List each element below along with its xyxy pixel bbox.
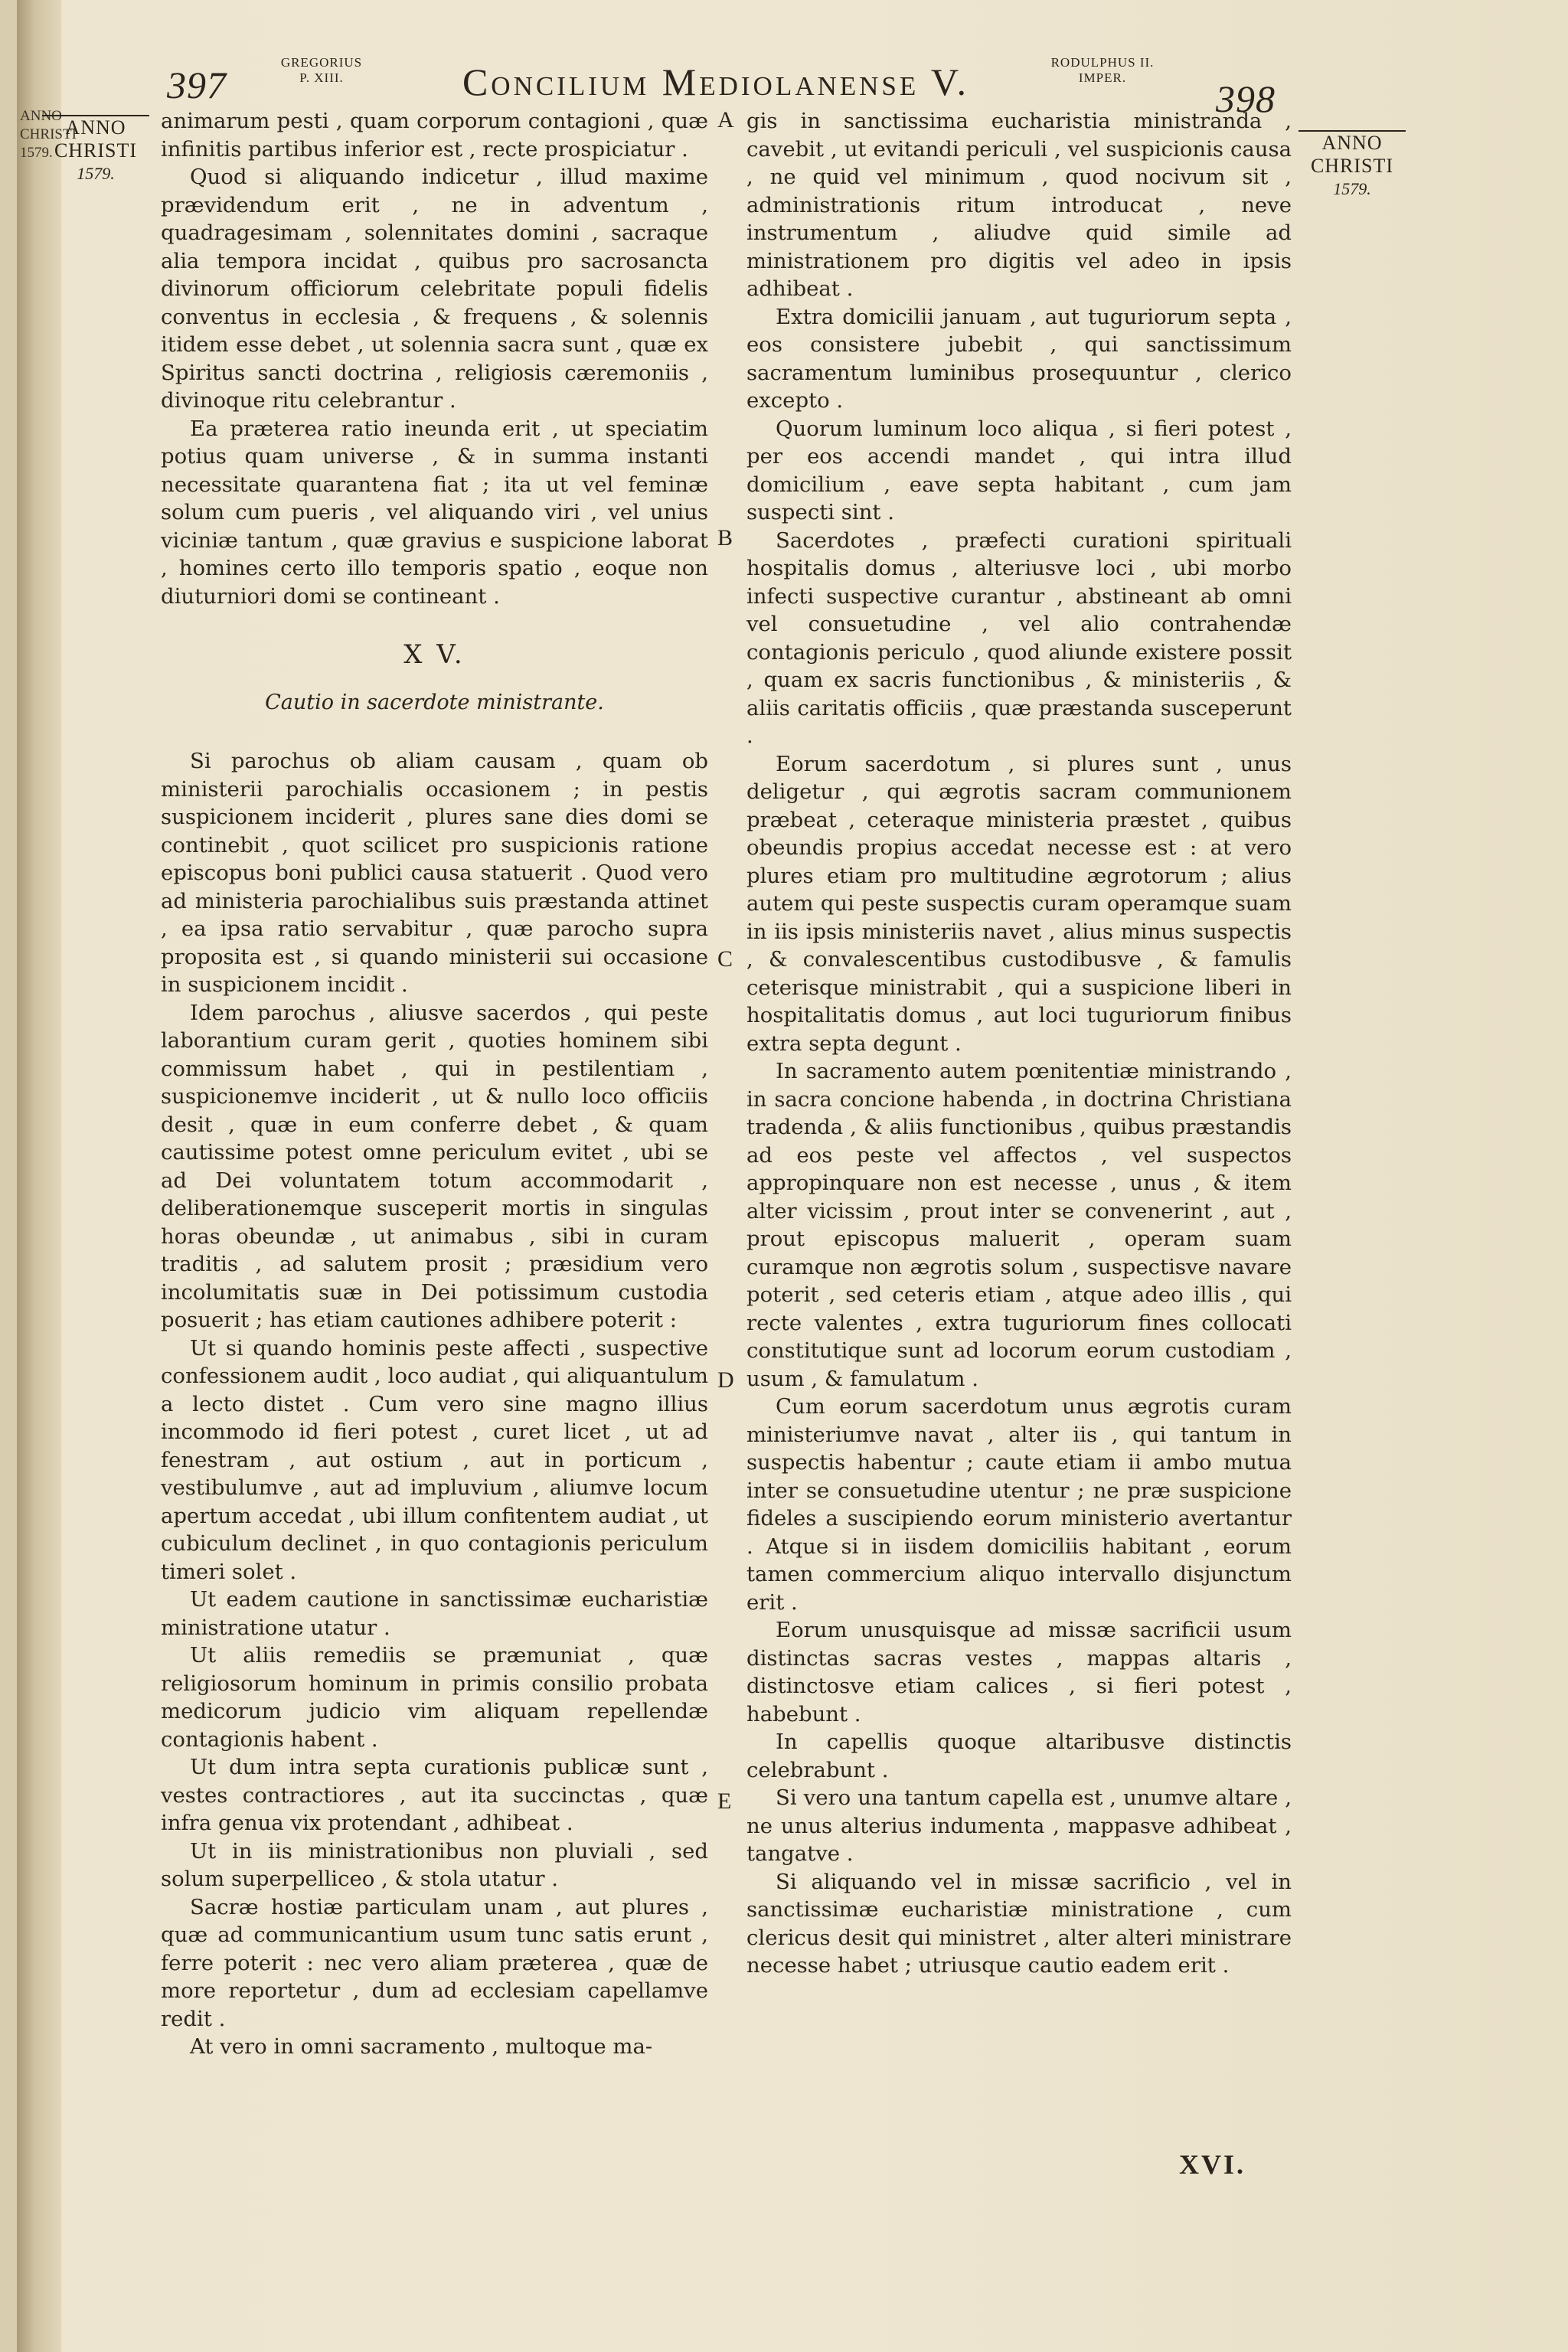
running-head-right-line: RODULPHUS II.: [1050, 55, 1155, 70]
margin-note-left: [42, 115, 149, 185]
facing-page-edge: [17, 0, 77, 2352]
paragraph: Si aliquando vel in missæ sacrificio , vel in sanctissimæ eucharistiæ ministratione , cum clericus desit qui ministret , alter alteri ministrare necesse habet ; utriusque cautio eadem erit .: [746, 1869, 1292, 1978]
margin-note-line: 1579.: [77, 164, 115, 183]
margin-note-line: CHRISTI: [1310, 155, 1394, 177]
paragraph: Sacerdotes , præfecti curationi spirituali hospitalis domus , alteriusve loci , ubi morbo infecti suspective curantur , abstineant ab omni vel consuetudine , vel alio contrahendæ contagionis periculo , quod aliunde existere possit , quam ex sacris functionibus , & ministeriis , & aliis caritatis officiis , quæ præstanda susceperunt .: [746, 528, 1292, 748]
section-subheading: Cautio in sacerdote ministrante.: [265, 690, 604, 714]
margin-note-right: [1298, 130, 1406, 201]
running-head-right-line: IMPER.: [1078, 70, 1127, 85]
running-head-left-line: P. XIII.: [299, 70, 344, 85]
running-head-left: [253, 55, 390, 86]
paragraph: Si parochus ob aliam causam , quam ob ministerii parochialis occasionem ; in pestis suspicionem inciderit , plures sane dies domi se continebit , quot scilicet pro suspicionis ratione episcopus boni publici causa statuerit . Quod vero ad ministeria parochialibus suis præstanda attinet , ea ipsa ratio servabitur , quæ parocho supra proposita est , si quando ministerii sui occasione in suspicionem incidit .: [161, 749, 708, 997]
section-marker-e: E: [717, 1788, 732, 1814]
paragraph: Cum eorum sacerdotum unus ægrotis curam ministeriumve navat , alter iis , qui tantum in suspectis habentur ; caute etiam ii ambo mutua inter se consuetudine utentur ; ne præ suspicione fideles a suscipiendo eorum ministerio avertantur . Atque si in iisdem domiciliis habitant , eorum tamen commercium aliquo intervallo disjunctum erit .: [746, 1394, 1292, 1615]
section-marker-a: A: [717, 107, 734, 132]
paragraph: Extra domicilii januam , aut tuguriorum septa , eos consistere jubebit , qui sanctissimum sacramentum luminibus prosequuntur , clerico excepto .: [746, 304, 1292, 413]
running-head-right: [1026, 55, 1179, 86]
left-column: [161, 107, 708, 2061]
paragraph: Si vero una tantum capella est , unumve altare , ne unus alterius indumenta , mappasve adhibeat , tangatve .: [746, 1785, 1292, 1866]
section-marker-d: D: [717, 1367, 734, 1393]
paragraph: At vero in omni sacramento , multoque ma-: [190, 2034, 653, 2059]
paragraph: gis in sanctissima eucharistia ministranda , cavebit , ut evitandi periculi , vel suspicionis causa , ne quid vel minimum , quod nocivum sit , administrationis ritum introducat , neve instrumentum , aliudve quid simile ad ministrationem pro digitis vel adeo in ipsis adhibeat .: [746, 109, 1292, 301]
paragraph: Ut aliis remediis se præmuniat , quæ religiosorum hominum in primis consilio probata medicorum judicio vim aliquam repellendæ contagionis habent .: [161, 1643, 708, 1752]
paragraph: Ut dum intra septa curationis publicæ sunt , vestes contractiores , aut ita succinctas , quæ infra genua vix protendant , adhibeat .: [161, 1755, 708, 1835]
paragraph: Ut eadem cautione in sanctissimæ eucharistiæ ministratione utatur .: [161, 1587, 708, 1640]
right-column: [746, 107, 1292, 1980]
facing-line: CHRISTI: [20, 126, 77, 142]
page-number-right: 398: [1216, 77, 1276, 120]
margin-note-line: 1579.: [1333, 179, 1371, 198]
margin-note-line: ANNO: [1298, 130, 1406, 155]
margin-note-line: ANNO: [42, 115, 149, 139]
paragraph: Eorum unusquisque ad missæ sacrificii usum distinctas sacras vestes , mappas altaris , distinctosve etiam calices , si fieri potest , habebunt .: [746, 1618, 1292, 1726]
section-marker-c: C: [717, 946, 733, 972]
page-number-left: 397: [167, 64, 227, 106]
paragraph: animarum pesti , quam corporum contagioni , quæ infinitis partibus inferior est , recte prospiciatur .: [161, 109, 708, 162]
section-heading: X V.: [403, 639, 466, 670]
paragraph: Quorum luminum loco aliqua , si fieri potest , per eos accendi mandet , qui intra illud domicilium , eave septa habitant , cum jam suspecti sint .: [746, 416, 1292, 524]
section-marker-b: B: [717, 525, 733, 550]
paragraph: In sacramento autem pœnitentiæ ministrando , in sacra concione habenda , in doctrina Christiana tradenda , & aliis functionibus , quibus præstandis ad eos peste vel affectos , vel suspectos appropinquare non est necesse , unus , & item alter vicissim , prout inter se convenerint , aut , prout episcopus maluerit , operam suam curamque non ægrotis solum , suspectisve navare poterit , sed ceteris etiam , atque adeo illis , qui recte valentes , extra tuguriorum fines collocati constitutique sunt ad locorum eorum custodiam , usum , & famulatum .: [746, 1059, 1292, 1391]
facing-line: ANNO: [20, 108, 62, 124]
catchword: XVI.: [1179, 2149, 1246, 2180]
running-head-left-line: GREGORIUS: [280, 55, 363, 70]
paragraph: Ut si quando hominis peste affecti , suspective confessionem audit , loco audiat , qui aliquantulum a lecto distet . Cum vero sine magno illius incommodo id fieri potest , curet licet , ut ad fenestram , aut ostium , aut in porticum , vestibulumve , aut ad impluvium , aliumve locum apertum accedat , ubi illum confitentem audiat , ut cubiculum declinet , in quo contagionis periculum timeri solet .: [161, 1335, 708, 1584]
paragraph: Idem parochus , aliusve sacerdos , qui peste laborantium curam gerit , quoties hominem sibi commissum habet , qui in pestilentiam , suspicionemve inciderit , ut & nullo loco officiis desit , quæ in eum conferre debet , & quam cautissime potest omne periculum evitet , ubi se ad Dei voluntatem totum accommodarit , deliberationemque susceperit mortis in singulas horas obeundæ , ut animabus , sibi in curam traditis , ad salutem prosit ; præsidium vero incolumitatis suæ in Dei potissimum custodia posuerit ; has etiam cautiones adhibere poterit :: [161, 1000, 708, 1332]
paragraph: Quod si aliquando indicetur , illud maxime prævidendum erit , ne in adventum , quadragesimam , solennitates domini , sacraque alia tempora incidat , quibus pro sacrosancta divinorum officiorum celebritate populi fidelis conventus in ecclesia , & frequens , & solennis itidem esse debet , ut solennia sacra sunt , quæ ex Spiritus sancti doctrina , religiosis cæremoniis , divinoque ritu celebrantur .: [161, 165, 708, 413]
page-title: Concilium Mediolanense V.: [462, 60, 970, 103]
paragraph: Ea præterea ratio ineunda erit , ut speciatim potius quam universe , & in summa instanti necessitate quarantena fiat ; ita ut vel feminæ solum cum pueris , vel aliquando viri , vel unius viciniæ tantum , quæ gravius e suspicione laborat , homines certo illo temporis spatio , eoque non diuturniori domi se contineant .: [161, 416, 708, 609]
facing-line: 1579.: [20, 145, 53, 161]
paragraph: Ut in iis ministrationibus non pluviali , sed solum superpelliceo , & stola utatur .: [161, 1838, 708, 1891]
paragraph: Eorum sacerdotum , si plures sunt , unus deligetur , qui ægrotis sacram communionem præbeat , ceteraque ministeria præstet , quibus obeundis propius accedat necesse est : at vero plures etiam pro multitudine ægrotorum ; alius autem qui peste suspectis curam operamque suam in iis ipsis ministeriis navet , alius minus suspectis , & convalescentibus custodibusve , & famulis ceterisque ministrabit , qui a suspicione liberi in hospitalitatis domus , aut loci tuguriorum finibus extra septa degunt .: [746, 751, 1292, 1056]
margin-note-line: CHRISTI: [54, 139, 138, 162]
paragraph: Sacræ hostiæ particulam unam , aut plures , quæ ad communicantium usum tunc satis erunt , ferre poterit : nec vero aliam præterea , quæ de more reportetur , dum ad ecclesiam capellamve redit .: [161, 1894, 708, 2031]
paragraph: In capellis quoque altaribusve distinctis celebrabunt .: [746, 1730, 1292, 1782]
